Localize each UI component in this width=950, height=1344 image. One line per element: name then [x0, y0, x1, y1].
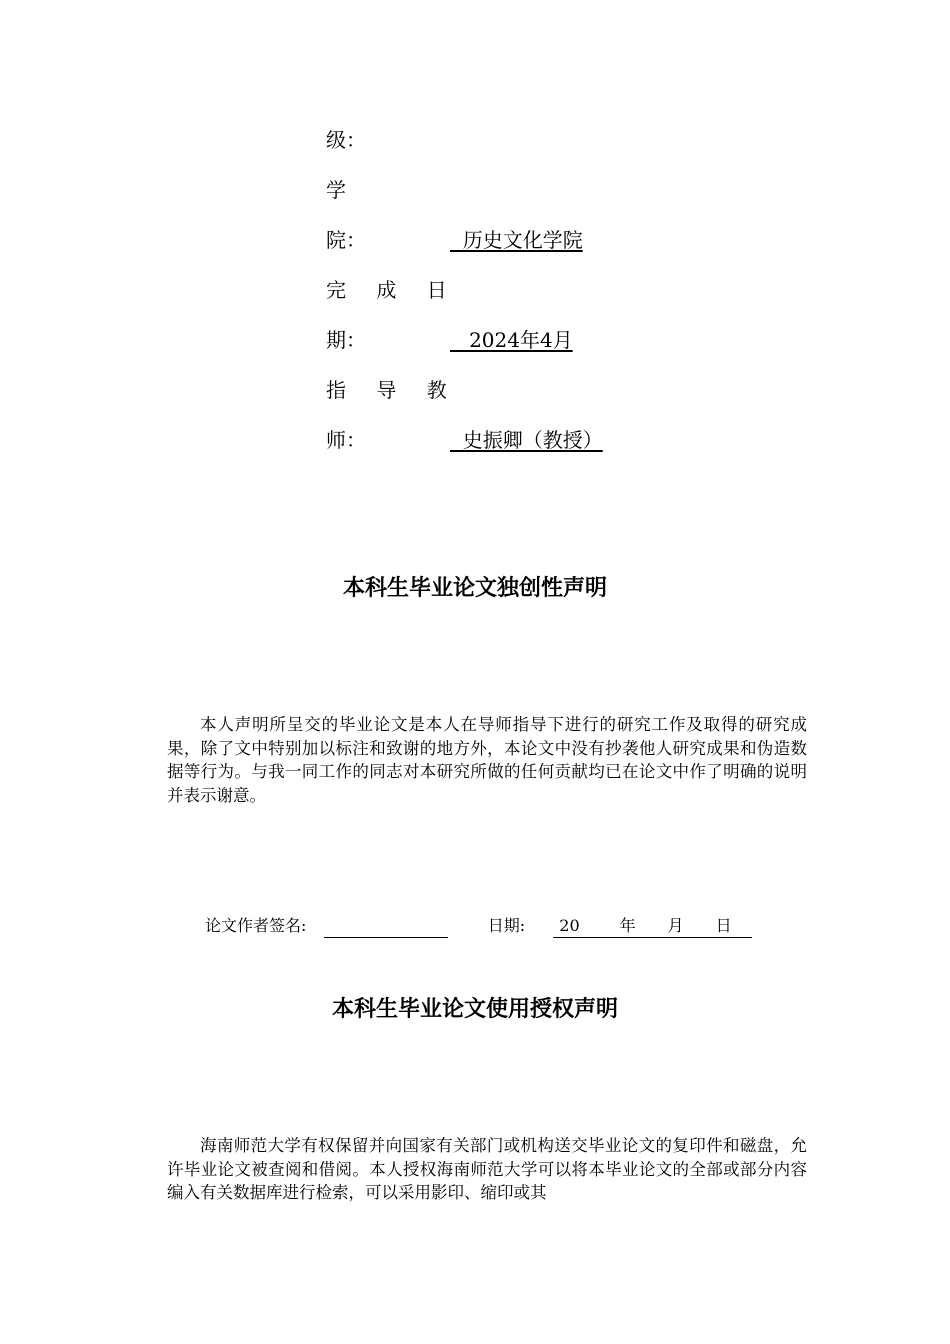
day-char: 日 — [715, 916, 732, 935]
advisor-value: 史振卿（教授） — [450, 428, 603, 452]
authorization-title: 本科生毕业论文使用授权声明 — [331, 997, 618, 1022]
completion-date-value: 2024年4月 — [450, 328, 573, 352]
authorization-text: 海南师范大学有权保留并向国家有关部门或机构送交毕业论文的复印件和磁盘，允许毕业论文被查阅和借阅。本人授权海南师范大学可以将本毕业论文的全部或部分内容编入有关数据库进行检索，可以采用影印、缩印或其 — [167, 1136, 807, 1202]
originality-text: 本人声明所呈交的毕业论文是本人在导师指导下进行的研究工作及取得的研究成果，除了文中特别加以标注和致谢的地方外，本论文中没有抄袭他人研究成果和伪造数据等行为。与我一同工作的同志对本研究所做的任何贡献均已在论文中作了明确的说明并表示谢意。 — [167, 715, 807, 805]
advisor-label-line2: 师： — [326, 428, 366, 452]
date-label-line1: 完 成 日 — [326, 278, 459, 302]
author-signature-label: 论文作者签名: — [205, 916, 307, 935]
advisor-label-line1: 指 导 教 — [326, 378, 459, 402]
college-value: 历史文化学院 — [450, 228, 583, 252]
year-char: 年 — [619, 916, 636, 935]
class-label: 级： — [326, 128, 366, 152]
signature-row — [205, 915, 752, 938]
author-signature-field[interactable] — [324, 919, 448, 938]
signature-date-label: 日期: — [487, 916, 526, 935]
date-label-line2: 期： — [326, 328, 366, 352]
signature-date-field[interactable] — [553, 915, 751, 938]
college-label-line1: 学 — [326, 178, 346, 202]
originality-title: 本科生毕业论文独创性声明 — [342, 576, 607, 601]
month-char: 月 — [667, 916, 684, 935]
college-label-line2: 院： — [326, 228, 366, 252]
year-prefix: 20 — [559, 916, 580, 935]
